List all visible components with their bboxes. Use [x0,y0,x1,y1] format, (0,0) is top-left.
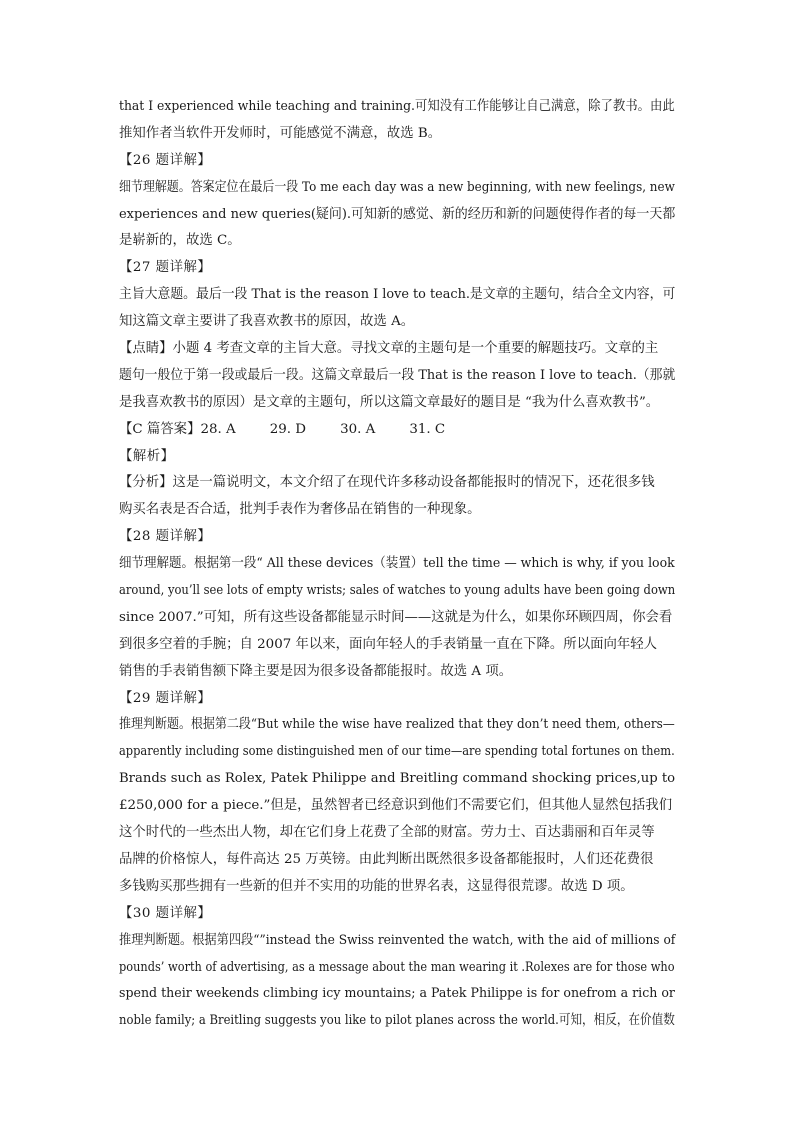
answer-line: 【C 篇答案】28. A 29. D 30. A 31. C [119,421,446,437]
body-text-segment: from a rich or [586,986,675,1002]
body-text-line: 品牌的价格惊人，每件高达 25 万英镑。由此判断出既然很多设备都能报时，人们还花费很 [119,851,654,867]
body-text-line: 主旨大意题。最后一段 That is the reason I love to teach.是文章的主题句，结合全文内容，可 [119,287,676,303]
body-text-line: 【分析】这是一篇说明文，本文介绍了在现代许多移动设备都能报时的情况下，还花很多钱 [119,475,655,491]
body-text-line: apparently including some distinguished men of our time—are spending total fortunes on them. [119,744,675,760]
body-text-line: pounds’ worth of advertising, as a message about the man wearing it .Rolexes are for those who [119,959,675,975]
section-heading-27: 【27 题详解】 [119,260,212,276]
body-text-segment: spend their weekends climbing icy mountains; a Patek Philippe is for one [119,986,587,1002]
body-text-segment: up to [640,771,676,787]
body-text-line: 销售的手表销售额下降主要是因为很多设备都能报时。故选 A 项。 [119,663,513,679]
body-text-line: £250,000 for a piece.”但是，虽然智者已经意识到他们不需要它们，但其他人显然包括我们 [119,798,673,814]
body-text-line-split [119,981,675,1008]
body-text-line: 多钱购买那些拥有一些新的但并不实用的功能的世界名表，这显得很荒谬。故选 D 项。 [119,878,634,894]
body-text-line: since 2007.”可知，所有这些设备都能显示时间——这就是为什么，如果你环顾四周，你会看 [119,609,673,625]
body-text-line: that I experienced while teaching and training.可知没有工作能够让自己满意，除了教书。由此 [119,99,675,114]
body-text-line: 是崭新的，故选 C。 [119,233,241,249]
body-text-line: 题句一般位于第一段或最后一段。这篇文章最后一段 That is the reason I love to teach.（那就 [119,367,676,383]
body-text-line: 推知作者当软件开发师时，可能感觉不满意，故选 B。 [119,125,442,141]
section-heading-26: 【26 题详解】 [119,152,212,168]
body-text-line: noble family; a Breitling suggests you like to pilot planes across the world.可知，相反，在价值数 [119,1013,675,1029]
body-text-line: 【点睛】小题 4 考查文章的主旨大意。寻找文章的主题句是一个重要的解题技巧。文章的主 [119,341,659,357]
section-heading-analysis: 【解析】 [119,448,175,464]
section-heading-28: 【28 题详解】 [119,529,212,545]
section-heading-30: 【30 题详解】 [119,905,212,921]
document-body [119,94,675,1035]
section-heading-29: 【29 题详解】 [119,690,212,706]
body-text-line: 细节理解题。答案定位在最后一段 To me each day was a new beginning, with new feelings, new [119,179,675,195]
body-text-line: 知这篇文章主要讲了我喜欢教书的原因，故选 A。 [119,314,415,330]
body-text-line: 细节理解题。根据第一段“ All these devices（装置）tell the time — which is why, if you look [119,556,675,572]
body-text-line: 推理判断题。根据第四段“”instead the Swiss reinvented the watch, with the aid of millions of [119,932,676,948]
body-text-line: 是我喜欢教书的原因）是文章的主题句，所以这篇文章最好的题目是 “我为什么喜欢教书”。 [119,394,660,410]
body-text-line: experiences and new queries(疑问).可知新的感觉、新的经历和新的问题使得作者的每一天都 [119,206,676,222]
body-text-line: 购买名表是否合适，批判手表作为奢侈品在销售的一种现象。 [119,502,481,518]
body-text-line: 到很多空着的手腕；自 2007 年以来，面向年轻人的手表销量一直在下降。所以面向年轻人 [119,636,658,652]
body-text-line: 推理判断题。根据第二段“But while the wise have realized that they don’t need them, others— [119,717,675,733]
body-text-line-split [119,766,676,793]
body-text-line: 这个时代的一些杰出人物，却在它们身上花费了全部的财富。劳力士、百达翡丽和百年灵等 [119,825,655,841]
body-text-line: around, you’ll see lots of empty wrists; sales of watches to young adults have been going down [119,583,676,599]
body-text-segment: Brands such as Rolex, Patek Philippe and Breitling command shocking prices, [119,771,641,787]
